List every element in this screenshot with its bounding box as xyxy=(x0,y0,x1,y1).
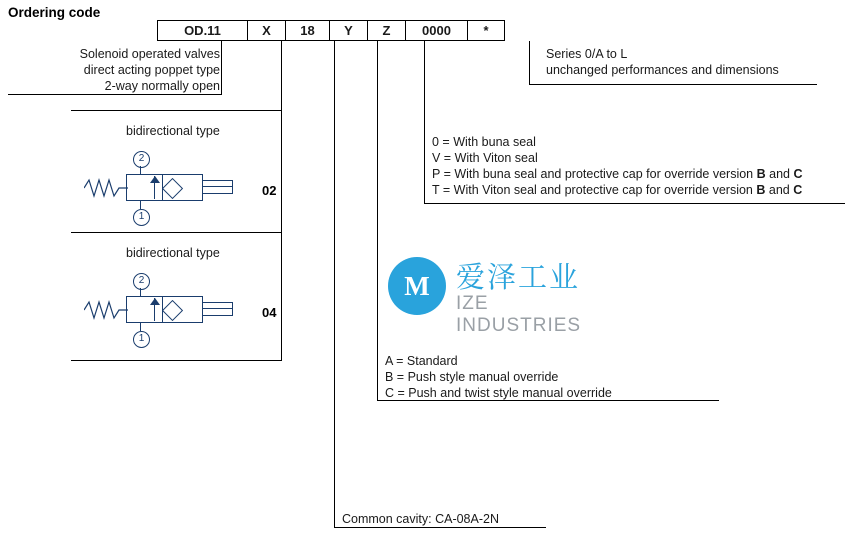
symbol-1-port-1: 1 xyxy=(133,209,150,226)
watermark xyxy=(388,255,598,336)
symbol-caption-2: bidirectional type xyxy=(126,246,220,260)
watermark-company-cn: 爱泽工业 xyxy=(456,260,581,294)
symbol-2-code: 04 xyxy=(262,305,277,320)
connector-series-underline xyxy=(529,84,817,85)
code-cell-x[interactable]: X xyxy=(247,20,285,41)
code-cell-size[interactable]: 18 xyxy=(285,20,329,41)
symbol-2-port-line-top xyxy=(140,288,141,296)
connector-series-vertical xyxy=(529,41,530,85)
connector-override-vertical xyxy=(377,41,378,401)
symbol-1-seat-line xyxy=(162,174,163,201)
series-note: Series 0/A to L unchanged performances and dimensions xyxy=(546,47,779,77)
page-title: Ordering code xyxy=(8,5,101,20)
family-description: Solenoid operated valves direct acting poppet type 2-way normally open xyxy=(79,47,220,93)
symbol-caption-1: bidirectional type xyxy=(126,124,220,138)
symbol-1-solenoid-mid xyxy=(203,186,233,187)
symbol-1-port-2: 2 xyxy=(133,151,150,168)
symbol-2-solenoid-mid xyxy=(203,308,233,309)
ordering-code-row xyxy=(157,20,505,41)
symbol-1-code: 02 xyxy=(262,183,277,198)
seal-options: 0 = With buna seal V = With Viton seal P = With buna seal and protective cap for override version B and C T = With Viton seal and protective cap for override version B and C xyxy=(432,135,803,197)
symbol-2-port-2: 2 xyxy=(133,273,150,290)
code-cell-0000[interactable]: 0000 xyxy=(405,20,467,41)
symbol-divider-mid xyxy=(71,232,282,233)
override-options: A = Standard B = Push style manual override C = Push and twist style manual override xyxy=(385,354,612,400)
symbol-1-solenoid-bottom xyxy=(203,193,233,194)
symbol-2-spring-icon xyxy=(84,299,128,321)
connector-family-underline xyxy=(8,94,222,95)
connector-seal-underline xyxy=(424,203,845,204)
symbol-1-solenoid-top xyxy=(203,180,233,181)
symbol-1-arrow-icon xyxy=(150,176,160,183)
code-cell-z[interactable]: Z xyxy=(367,20,405,41)
watermark-company-en: IZE INDUSTRIES xyxy=(456,293,582,336)
symbol-2-seat-line xyxy=(162,296,163,323)
code-cell-y[interactable]: Y xyxy=(329,20,367,41)
code-cell-family[interactable]: OD.11 xyxy=(157,20,247,41)
connector-cavity-vertical xyxy=(334,41,335,528)
symbol-2-solenoid-bottom xyxy=(203,315,233,316)
connector-symbols-vertical xyxy=(281,41,282,361)
watermark-logo-icon xyxy=(388,257,446,315)
connector-family-vertical xyxy=(221,41,222,94)
symbol-divider-top xyxy=(71,110,282,111)
symbol-2-port-1: 1 xyxy=(133,331,150,348)
symbol-1-spring-icon xyxy=(84,177,128,199)
symbol-2-port-line-bottom xyxy=(140,323,141,331)
cavity-note: Common cavity: CA-08A-2N xyxy=(342,512,499,526)
connector-cavity-underline xyxy=(334,527,546,528)
symbol-1-port-line-bottom xyxy=(140,201,141,209)
symbol-2-solenoid-top xyxy=(203,302,233,303)
code-cell-asterisk[interactable]: * xyxy=(467,20,505,41)
symbol-divider-bottom xyxy=(71,360,282,361)
connector-seal-vertical xyxy=(424,41,425,204)
symbol-2-arrow-icon xyxy=(150,298,160,305)
watermark-logo-letter: M xyxy=(404,271,430,301)
connector-override-underline xyxy=(377,400,719,401)
symbol-1-port-line-top xyxy=(140,166,141,174)
